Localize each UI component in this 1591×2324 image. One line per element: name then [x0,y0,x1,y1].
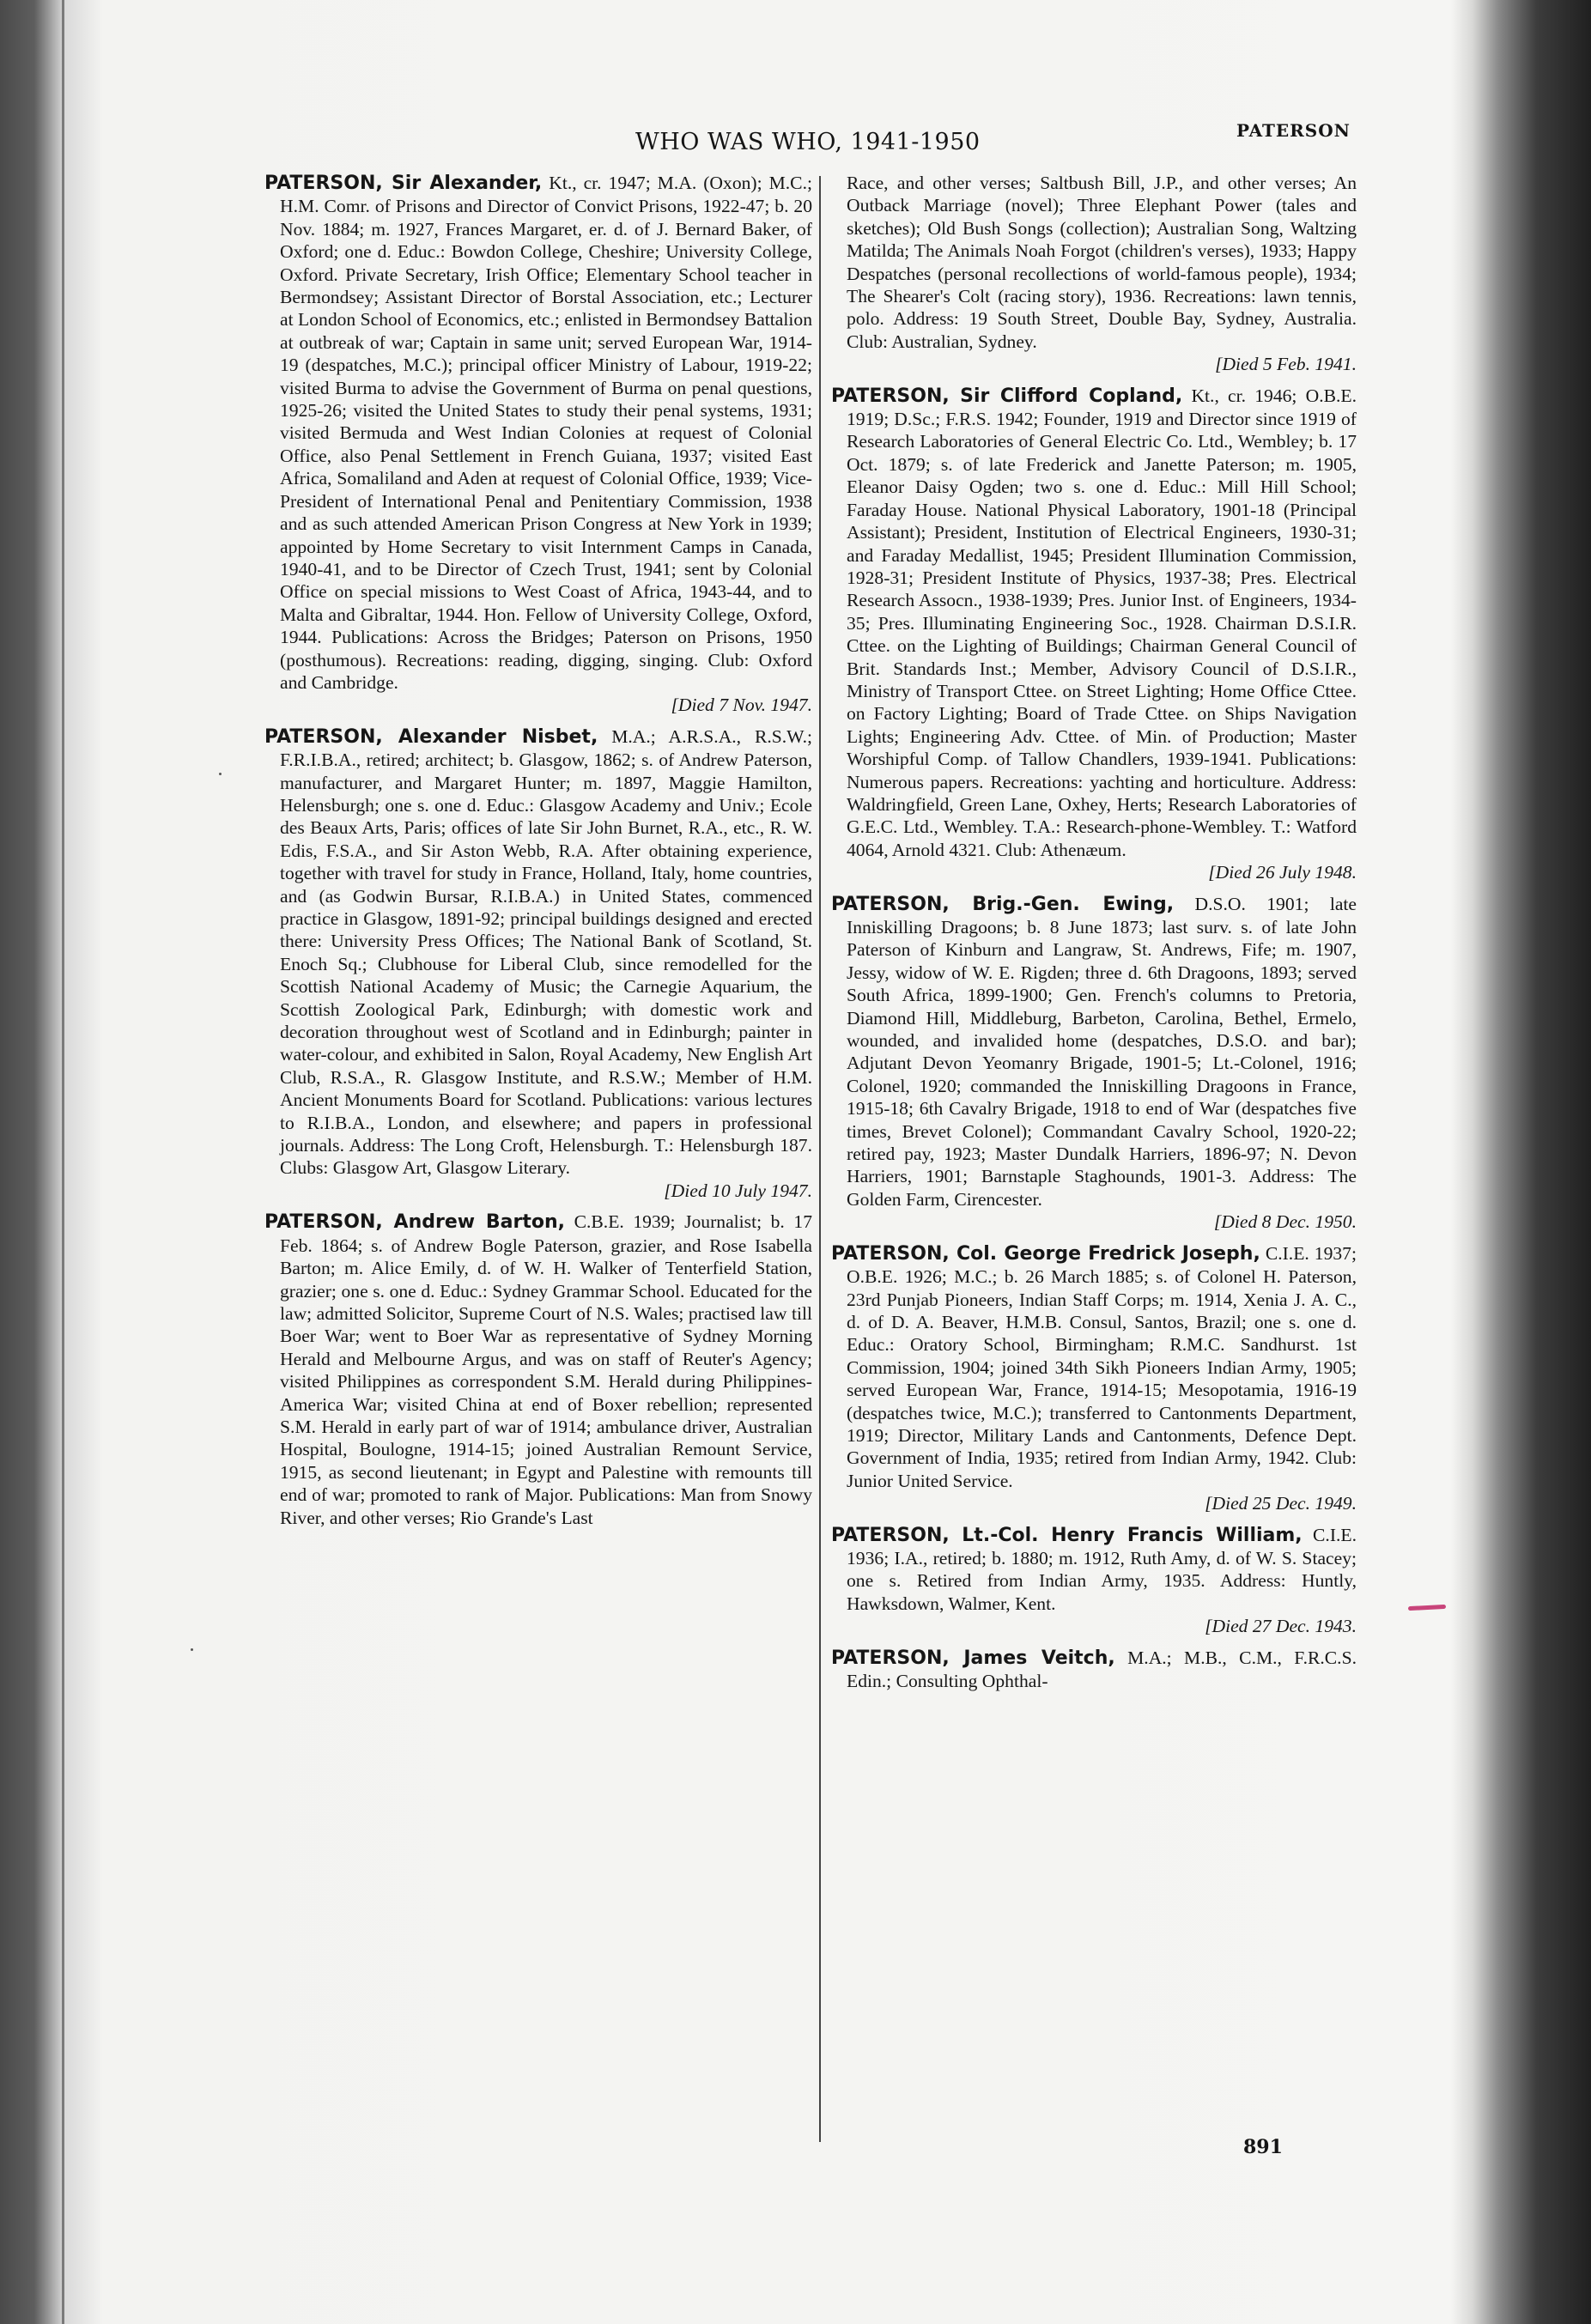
entry [264,172,812,717]
entry-name: PATERSON, Alexander Nisbet, [264,725,598,748]
left-column [264,172,812,2155]
entry [264,1211,812,1529]
entry-text: Race, and other verses; Saltbush Bill, J.P., and other verses; An Outback Marriage (novel); Three Elephant Power (tales and sketches); Old Bush Songs (collection); Australian Song, Waltzing Matilda; The Animals Noah Forgot (children's verses), 1933; Happy Despatches (personal recollections of world-famous people), 1934; The Shearer's Colt (racing story), 1936. Recreations: lawn tennis, polo. Address: 19 South Street, Double Bay, Sydney, Australia. Club: Australian, Sydney. [847,173,1357,352]
entry-name: PATERSON, Andrew Barton, [264,1211,566,1234]
entry-name: PATERSON, Sir Alexander, [264,173,543,194]
entry-died: [Died 7 Nov. 1947. [671,695,812,716]
entry-text: D.S.O. 1901; late Inniskilling Dragoons; b. 8 June 1873; last surv. s. of late John Paterson of Kinburn and Langraw, St. Andrews, Fife; m. 1907, Jessy, widow of W. E. Rigden; three d. 6th Dragoons, 1893; served South Africa, 1899-1900; Gen. French's columns to Pretoria, Diamond Hill, Middleburg, Barbeton, Carolina, Bethel, Ermelo, wounded, and invalided home (despatches, D.S.O. and bar); Adjutant Devon Yeomanry Brigade, 1901-5; Lt.-Colonel, 1916; Colonel, 1920; commanded the Inniskilling Dragoons in France, 1915-18; 6th Cavalry Brigade, 1918 to end of War (despatches five times, Brevet Colonel); Commandant Cavalry School, 1920-22; retired pay, 1923; Master Dundalk Harriers, 1896-97; N. Devon Harriers, 1901; Barnstaple Staghounds, 1901-3. Address: The Golden Farm, Cirencester. [847,893,1357,1210]
entry-text: C.I.E. 1936; I.A., retired; b. 1880; m. 1912, Ruth Amy, d. of W. S. Stacey; one s. Retired from Indian Army, 1935. Address: Huntly, Hawksdown, Walmer, Kent. [847,1524,1357,1614]
entry [831,893,1357,1234]
pen-mark [1408,1605,1446,1611]
entry-text: C.B.E. 1939; Journalist; b. 17 Feb. 1864; s. of Andrew Bogle Paterson, grazier, and Rose Isabella Barton; m. Alice Emily, d. of W. H. Walker of Tenterfield Station, grazier; one s. one d. Educ.: Sydney Grammar School. Educated for the law; admitted Solicitor, Supreme Court of N.S. Wales; practised law till Boer War; went to Boer War as representative of Sydney Morning Herald and Melbourne Argus, and was on staff of Reuter's Agency; visited Philippines as correspondent S.M. Herald during Philippines-America War; visited China at end of Boxer rebellion; represented S.M. Herald in early part of war of 1914; ambulance driver, Australian Hospital, Boulogne, 1914-15; joined Australian Remount Service, 1915, as second lieutenant; in Egypt and Palestine with remounts till end of war; promoted to rank of Major. Publications: Man from Snowy River, and other verses; Rio Grande's Last [280,1211,812,1528]
running-head-name: PATERSON [1236,120,1351,141]
entry-name: PATERSON, Lt.-Col. Henry Francis William, [831,1524,1303,1546]
entry-died: [Died 5 Feb. 1941. [1215,354,1357,375]
entry-name: PATERSON, Brig.-Gen. Ewing, [831,893,1175,915]
entry-died: [Died 27 Dec. 1943. [1205,1616,1357,1637]
entry-text: M.A.; M.B., C.M., F.R.C.S. Edin.; Consulting Ophthal- [847,1647,1357,1691]
entry-name: PATERSON, James Veitch, [831,1647,1115,1669]
column-divider [819,176,821,2142]
entry-continuation [831,172,1357,376]
entry-text: Kt., cr. 1947; M.A. (Oxon); M.C.; H.M. Comr. of Prisons and Director of Convict Prisons, 1922-47; b. 20 Nov. 1884; m. 1927, Frances Margaret, er. d. of J. Bernard Baker, of Oxford; one d. Educ.: Bowdon College, Cheshire; University College, Oxford. Private Secretary, Irish Office; Elementary School teacher in Bermondsey; Assistant Director of Borstal Association, etc.; Lecturer at London School of Economics, etc.; enlisted in Bermondsey Battalion at outbreak of war; Captain in same unit; served European War, 1914-19 (despatches, M.C.); principal officer Ministry of Labour, 1919-22; visited Burma to advise the Government of Burma on penal questions, 1925-26; visited the United States to study their penal systems, 1931; visited Bermuda and West Indian Colonies at request of Colonial Office, also Penal Settlement in French Guiana, 1937; visited East Africa, Somaliland and Aden at request of Colonial Office, 1939; Vice-President of International Penal and Penitentiary Commission, 1938 and as such attended American Prison Congress at New York in 1939; appointed by Home Secretary to visit Internment Camps in Canada, 1940-41, and to be Director of Czech Trust, 1941; sent by Colonial Office on special missions to West Coast of Africa, 1943-44, and to Malta and Gibraltar, 1944. Hon. Fellow of University College, Oxford, 1944. Publications: Across the Bridges; Paterson on Prisons, 1950 (posthumous). Recreations: reading, digging, singing. Club: Oxford and Cambridge. [280,173,812,693]
entry-died: [Died 8 Dec. 1950. [1213,1211,1357,1233]
entry-text: M.A.; A.R.S.A., R.S.W.; F.R.I.B.A., retired; architect; b. Glasgow, 1862; s. of Andrew Paterson, manufacturer, and Margaret Hunter; m. 1897, Maggie Hamilton, Helensburgh; one s. one d. Educ.: Glasgow Academy and Univ.; Ecole des Beaux Arts, Paris; offices of late Sir John Burnet, R.A., etc., R. W. Edis, F.S.A., and Sir Aston Webb, R.A. After obtaining experience, together with travel for study in France, Holland, Italy, home countries, and (as Godwin Bursar, R.I.B.A.) in United States, commenced practice in Glasgow, 1891-92; principal buildings designed and erected there: University Press Offices; The National Bank of Scotland, St. Enoch Sq.; Clubhouse for Liberal Club, since remodelled for the Scottish National Academy of Music; the Carnegie Aquarium, the Scottish Zoological Park, Edinburgh; with domestic work and decoration throughout west of Scotland and in Edinburgh; painter in water-colour, and exhibited in Salon, Royal Academy, New English Art Club, R.S.A., R. Glasgow Institute, and R.S.W.; Member of H.M. Ancient Monuments Board for Scotland. Publications: various lectures to R.I.B.A., London, and elsewhere; and papers in professional journals. Address: The Long Croft, Helensburgh. T.: Helensburgh 187. Clubs: Glasgow Art, Glasgow Literary. [280,725,812,1179]
entry [831,1647,1357,1693]
entry-name: PATERSON, Col. George Fredrick Joseph, [831,1242,1260,1265]
entry-name: PATERSON, Sir Clifford Copland, [831,385,1183,407]
running-title: WHO WAS WHO, 1941-1950 [635,129,981,155]
entry [831,1524,1357,1638]
right-column [831,172,1357,2155]
entry [831,1242,1357,1515]
entry [831,385,1357,884]
entry-text: Kt., cr. 1946; O.B.E. 1919; D.Sc.; F.R.S. 1942; Founder, 1919 and Director since 1919 of Research Laboratories of General Electric Co. Ltd., Wembley; b. 17 Oct. 1879; s. of late Frederick and Janette Paterson; m. 1905, Eleanor Daisy Ogden; two s. one d. Educ.: Mill Hill School; Faraday House. National Physical Laboratory, 1901-18 (Principal Assistant); President, Institution of Electrical Engineers, 1930-31; and Faraday Medallist, 1945; President Illumination Commission, 1928-31; President Institute of Physics, 1937-38; Pres. Electrical Research Assocn., 1938-1939; Pres. Junior Inst. of Engineers, 1934-35; Pres. Illuminating Engineering Soc., 1928. Chairman D.S.I.R. Cttee. on the Lighting of Buildings; Chairman General Council of Brit. Standards Inst.; Member, Advisory Council of D.S.I.R., Ministry of Transport Cttee. on Street Lighting; Home Office Cttee. on Factory Lighting; Board of Trade Cttee. on Ships Navigation Lights; Engineering Adv. Cttee. of Min. of Production; Master Worshipful Comp. of Tallow Chandlers, 1939-1941. Publications: Numerous papers. Recreations: yachting and horticulture. Address: Waldringfield, Green Lane, Oxhey, Herts; Research Laboratories of G.E.C. Ltd., Wembley. T.A.: Research-phone-Wembley. T.: Watford 4064, Arnold 4321. Club: Athenæum. [847,385,1357,860]
entry-died: [Died 10 July 1947. [664,1180,812,1201]
entry-text: C.I.E. 1937; O.B.E. 1926; M.C.; b. 26 March 1885; s. of Colonel H. Paterson, 23rd Punjab Pioneers, Indian Staff Corps; m. 1914, Xenia J. A. C., d. of D. A. Beaver, H.M.B. Consul, Santos, Brazil; one s. one d. Educ.: Oratory School, Birmingham; R.M.C. Sandhurst. 1st Commission, 1904; joined 34th Sikh Pioneers Indian Army, 1905; served European War, France, 1914-15; Mesopotamia, 1916-19 (despatches twice, M.C.); transferred to Cantonments Department, 1919; Director, Military Lands and Cantonments, Defence Dept. Government of India, 1935; retired from Indian Army, 1942. Club: Junior United Service. [847,1242,1357,1491]
page-number: 891 [1243,2136,1283,2158]
entry-died: [Died 26 July 1948. [1208,862,1357,883]
entry [264,725,812,1203]
entry-died: [Died 25 Dec. 1949. [1205,1493,1357,1514]
